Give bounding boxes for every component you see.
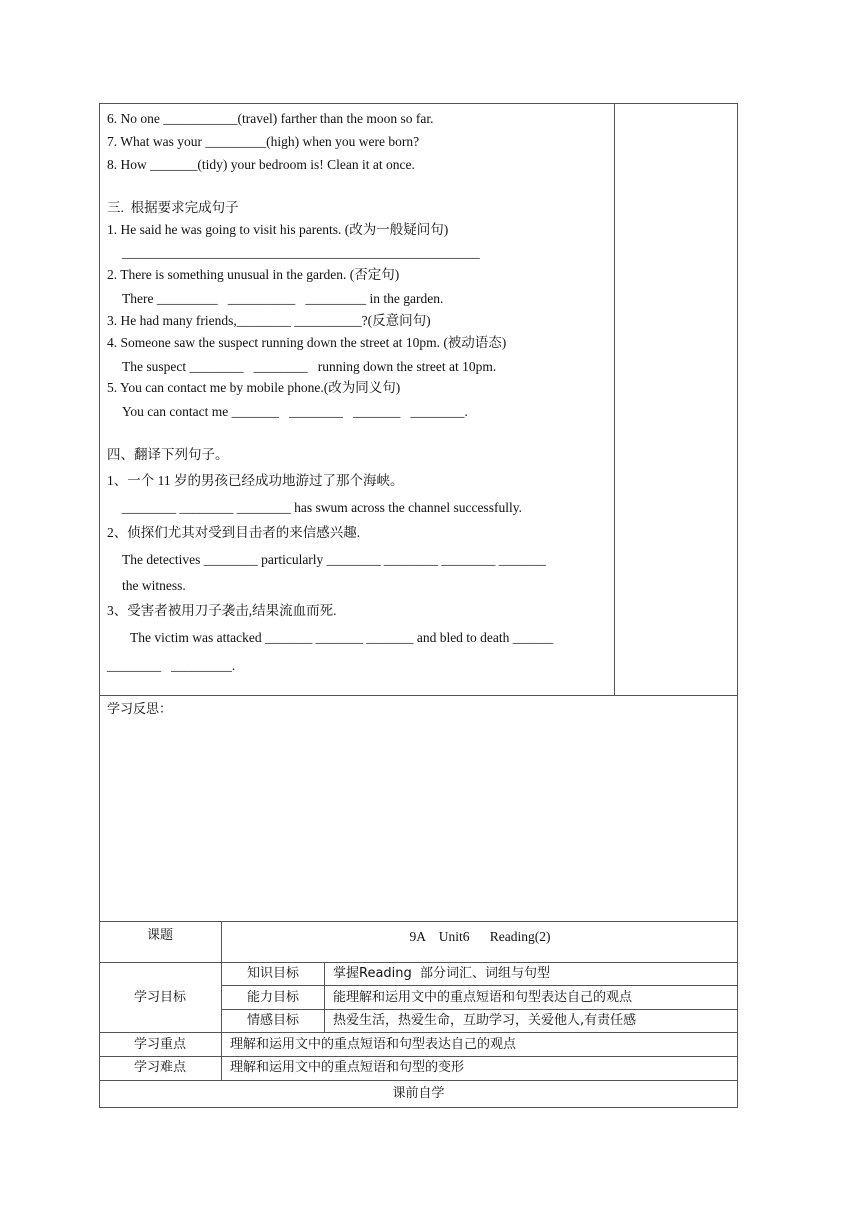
table-hline-1: [99, 962, 738, 963]
exercise-line: 8. How _______(tidy) your bedroom is! Clean it at once.: [107, 157, 415, 172]
exercise-line: The suspect ________ ________ running down the street at 10pm.: [122, 359, 497, 374]
key-value: 理解和运用文中的重点短语和句型表达自己的观点: [230, 1037, 517, 1052]
exercise-line: There _________ __________ _________ in the garden.: [122, 291, 444, 306]
topic-value: 9A Unit6 Reading(2): [409, 929, 551, 944]
table-hline-4: [99, 1080, 738, 1081]
exercise-line: 7. What was your _________(high) when you were born?: [107, 134, 420, 149]
exercise-line: 5. You can contact me by mobile phone.(改为同义句): [107, 380, 401, 395]
goal-desc-emotion: 热爱生活，热爱生命，互助学习，关爱他人,有责任感: [333, 1013, 637, 1028]
goals-label: 学习目标: [133, 990, 186, 1005]
table-hline-goal-1: [221, 985, 738, 986]
goal-type-ability: 能力目标: [246, 990, 299, 1005]
exercise-column-divider: [614, 103, 615, 696]
exercise-line: 4. Someone saw the suspect running down the street at 10pm. (被动语态): [107, 335, 507, 350]
exercise-line: 1、一个 11 岁的男孩已经成功地游过了那个海峡。: [107, 473, 404, 488]
table-hline-goal-2: [221, 1009, 738, 1010]
reflection-label: 学习反思：: [107, 702, 173, 717]
table-hline-2: [99, 1032, 738, 1033]
preview-label: 课前自学: [392, 1086, 445, 1101]
goal-type-knowledge: 知识目标: [246, 966, 299, 981]
exercise-line: ________ ________ ________ has swum across the channel successfully.: [122, 500, 522, 515]
exercise-line: 6. No one ___________(travel) farther than the moon so far.: [107, 111, 434, 126]
difficulty-label: 学习难点: [133, 1060, 186, 1075]
key-label: 学习重点: [133, 1037, 186, 1052]
exercise-line: 2、侦探们尤其对受到目击者的来信感兴趣.: [107, 525, 361, 540]
table-hline-3: [99, 1056, 738, 1057]
reflection-section: [99, 695, 738, 922]
difficulty-value: 理解和运用文中的重点短语和句型的变形: [230, 1060, 465, 1075]
goal-desc-ability: 能理解和运用文中的重点短语和句型表达自己的观点: [333, 990, 633, 1005]
exercise-line: 3、受害者被用刀子袭击,结果流血而死.: [107, 603, 337, 618]
exercise-line: The victim was attacked _______ _______ _______ and bled to death ______: [130, 630, 554, 645]
topic-label: 课题: [146, 928, 173, 943]
exercise-line: 四、翻译下列句子。: [107, 447, 229, 462]
exercise-line: 2. There is something unusual in the garden. (否定句): [107, 267, 400, 282]
exercise-line: 3. He had many friends,________ __________?(反意问句): [107, 313, 431, 328]
exercise-line: 三. 根据要求完成句子: [107, 200, 239, 215]
exercise-line: ________ _________.: [107, 658, 236, 673]
exercise-line: the witness.: [122, 578, 186, 593]
exercise-line: _____________________________________________________: [122, 245, 480, 260]
table-vline-goals: [324, 962, 325, 1032]
goal-desc-knowledge: 掌握Reading 部分词汇、词组与句型: [333, 966, 551, 981]
exercise-line: The detectives ________ particularly ________ ________ ________ _______: [122, 552, 547, 567]
exercise-line: 1. He said he was going to visit his parents. (改为一般疑问句): [107, 222, 449, 237]
goal-type-emotion: 情感目标: [246, 1013, 299, 1028]
exercise-line: You can contact me _______ ________ _______ ________.: [122, 404, 468, 419]
